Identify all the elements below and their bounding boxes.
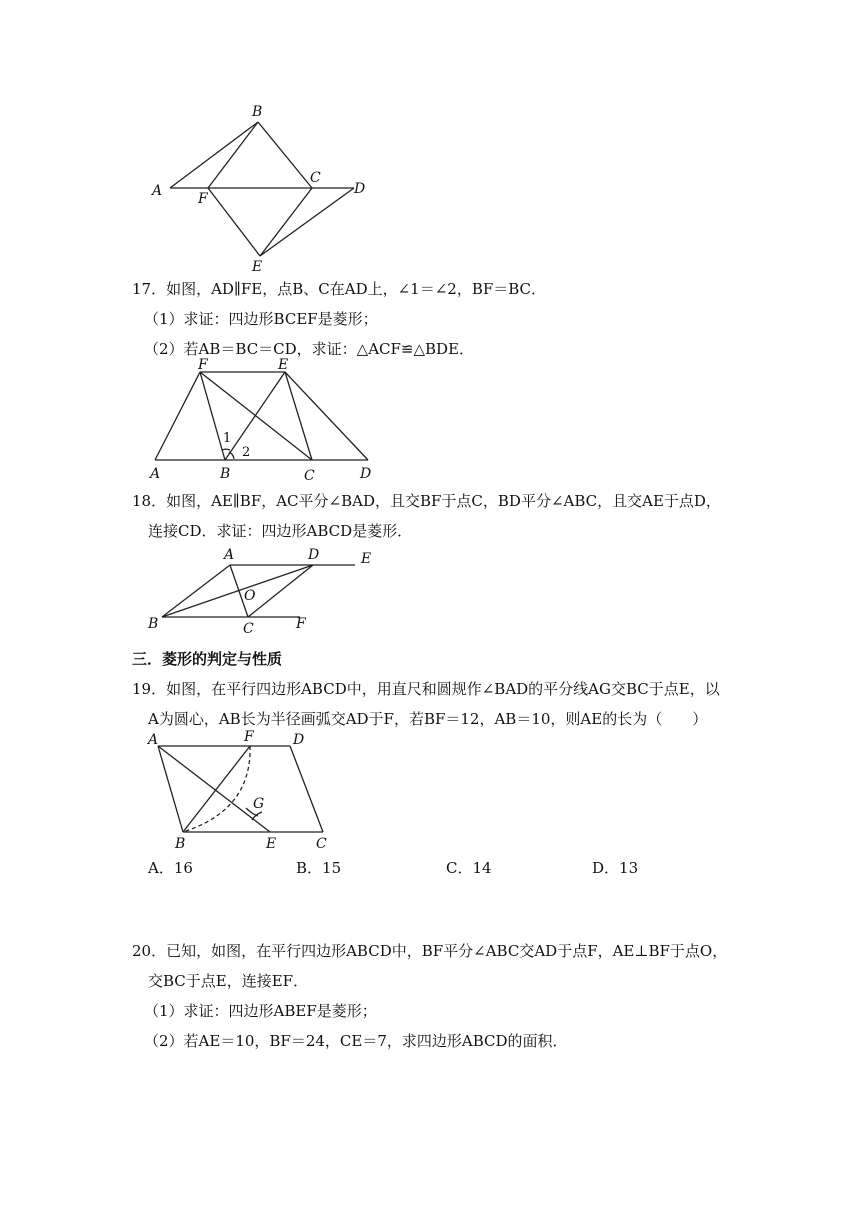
figure-q18	[140, 545, 380, 635]
label-f: F	[296, 616, 306, 632]
label-b: B	[175, 836, 186, 852]
label-c: C	[304, 468, 315, 484]
label-a: A	[152, 183, 163, 199]
label-o: O	[244, 588, 256, 604]
option-c[interactable]: C．14	[446, 859, 492, 877]
label-a: A	[224, 547, 235, 563]
q20-stem-line1: 20．已知，如图，在平行四边形ABCD中，BF平分∠ABC交AD于点F，AE⊥BF于点O，	[132, 942, 728, 960]
figure-q17	[140, 357, 390, 485]
q20-stem-line2: 交BC于点E，连接EF．	[148, 972, 309, 990]
label-a: A	[148, 732, 159, 748]
q17-part2: （2）若AB＝BC＝CD，求证：△ACF≌△BDE．	[144, 340, 475, 358]
section-title: 三．菱形的判定与性质	[132, 650, 283, 668]
label-c: C	[316, 836, 327, 852]
label-e: E	[266, 836, 277, 852]
figure-q19	[140, 728, 350, 856]
label-e: E	[361, 551, 372, 567]
q19-stem-line1: 19．如图，在平行四边形ABCD中，用直尺和圆规作∠BAD的平分线AG交BC于点E，以	[132, 680, 720, 698]
option-b[interactable]: B．15	[296, 859, 342, 877]
label-d: D	[360, 466, 372, 482]
q20-part2: （2）若AE＝10，BF＝24，CE＝7，求四边形ABCD的面积．	[144, 1032, 568, 1050]
label-g: G	[253, 796, 265, 812]
label-a: A	[150, 466, 161, 482]
label-e: E	[278, 357, 289, 373]
label-f: F	[244, 729, 254, 745]
figure-q16	[140, 100, 380, 275]
q17-part1: （1）求证：四边形BCEF是菱形；	[144, 310, 378, 328]
option-d[interactable]: D．13	[592, 859, 639, 877]
label-angle-1: 1	[223, 431, 232, 446]
q17-stem: 17．如图，AD∥FE，点B、C在AD上，∠1＝∠2，BF＝BC．	[132, 280, 547, 298]
label-b: B	[252, 104, 263, 120]
label-d: D	[354, 181, 366, 197]
q18-stem-line1: 18．如图，AE∥BF，AC平分∠BAD，且交BF于点C，BD平分∠ABC，且交AE于点D，	[132, 492, 721, 510]
label-e: E	[252, 259, 263, 275]
label-b: B	[220, 466, 231, 482]
label-angle-2: 2	[242, 445, 251, 460]
q19-stem-line2: A为圆心，AB长为半径画弧交AD于F，若BF＝12，AB＝10，则AE的长为（ ）	[148, 710, 708, 728]
label-c: C	[243, 621, 254, 637]
label-b: B	[148, 616, 159, 632]
q18-stem-line2: 连接CD．求证：四边形ABCD是菱形．	[148, 522, 413, 540]
option-a[interactable]: A．16	[148, 859, 193, 877]
label-d: D	[293, 732, 305, 748]
q20-part1: （1）求证：四边形ABEF是菱形；	[144, 1002, 377, 1020]
label-f: F	[198, 191, 208, 207]
label-c: C	[310, 170, 321, 186]
label-d: D	[308, 547, 320, 563]
label-f: F	[198, 357, 208, 373]
